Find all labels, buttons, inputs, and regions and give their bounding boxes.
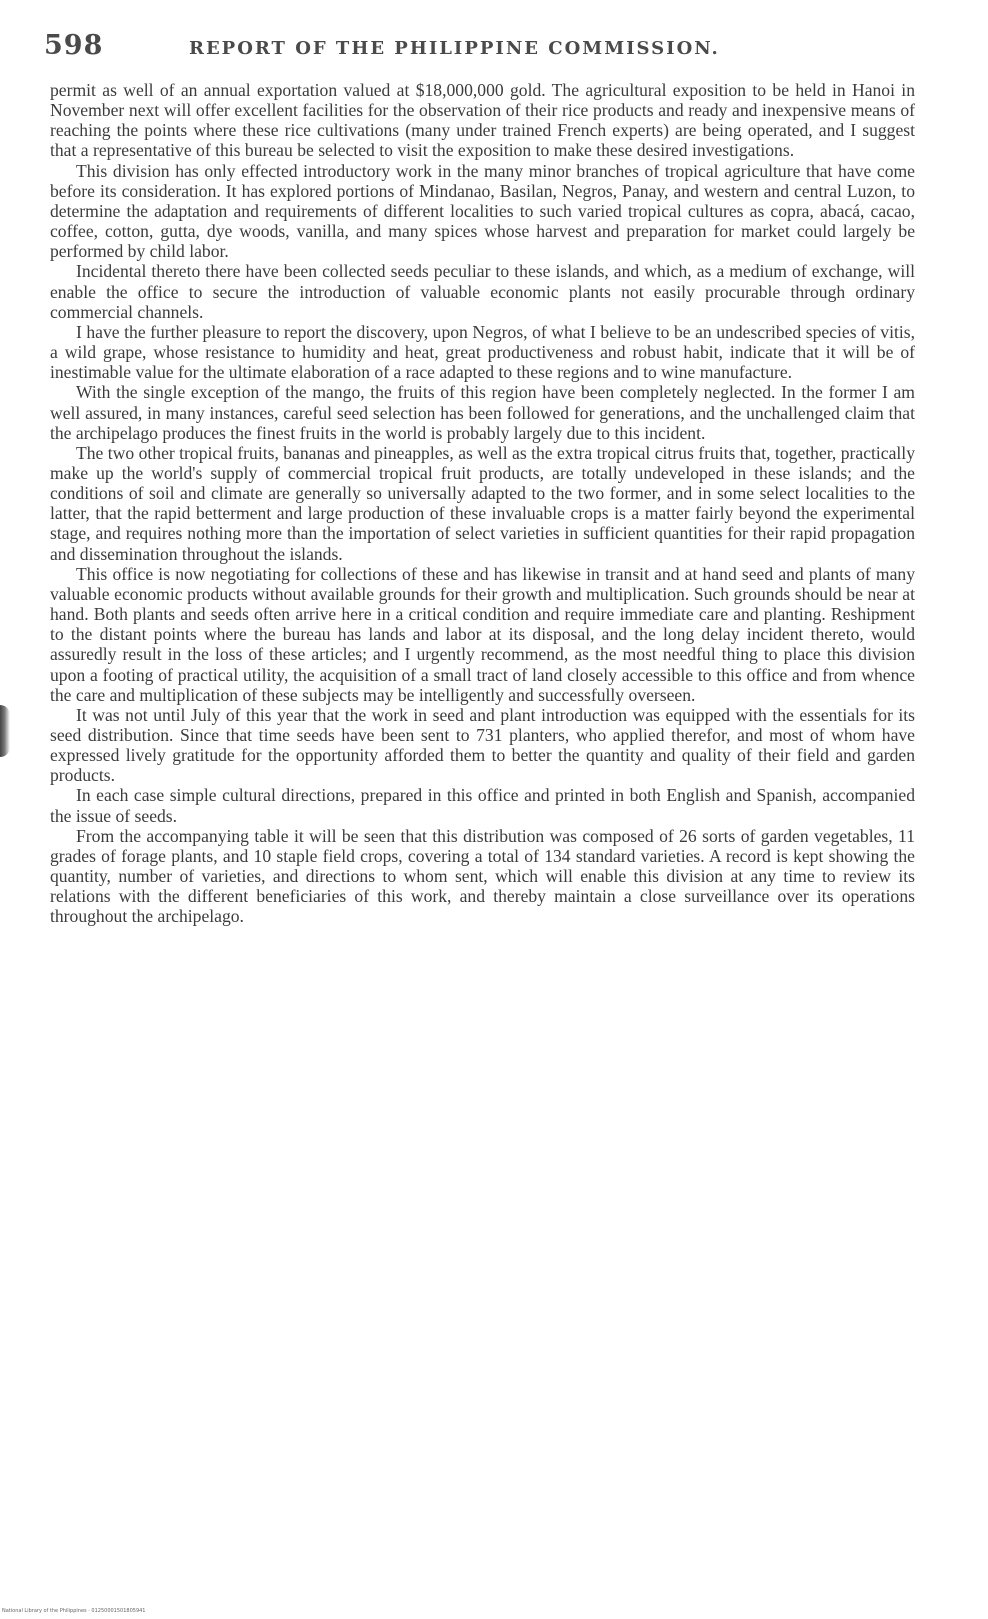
paragraph: With the single exception of the mango, the fruits of this region have been completely neglected. In the former I am well assured, in many instances, careful seed selection has been followed for generations, and the unchallenged claim that the archipelago produces the finest fruits in the world is probably largely due to this incident. [50,382,915,443]
running-title: REPORT OF THE PHILIPPINE COMMISSION. [189,38,720,59]
footer-credit: National Library of the Philippines · 01250001501805941 [2,1608,146,1614]
paragraph: This division has only effected introductory work in the many minor branches of tropical agriculture that have come before its consideration. It has explored portions of Mindanao, Basilan, Negros, Panay, and western and central Luzon, to determine the adaptation and requirements of different localities to such varied tropical cultures as copra, abacá, cacao, coffee, cotton, gutta, dye woods, vanilla, and many spices whose harvest and preparation for market could largely be performed by child labor. [50,160,915,262]
paragraph: Incidental thereto there have been collected seeds peculiar to these islands, and which, as a medium of exchange, will enable the office to secure the introduction of valuable economic plants not easily procurable through ordinary commercial channels. [50,261,915,322]
paragraph: The two other tropical fruits, bananas and pineapples, as well as the extra tropical citrus fruits that, together, practically make up the world's supply of commercial tropical fruit products, are totally undeveloped in these islands; and the conditions of soil and climate are generally so universally adapted to the two former, and in some select localities to the latter, that the rapid betterment and large production of these invaluable crops is a matter fairly beyond the experimental stage, and requires nothing more than the importation of select varieties in sufficient quantities for their rapid propagation and dissemination throughout the islands. [50,442,915,564]
paragraph: This office is now negotiating for collections of these and has likewise in transit and at hand seed and plants of many valuable economic products without available grounds for their growth and multiplication. Such grounds should be near at hand. Both plants and seeds often arrive here in a critical condition and require immediate care and planting. Reshipment to the distant points where the bureau has lands and labor at its disposal, and the long delay incident thereto, would assuredly result in the loss of these articles; and I urgently recommend, as the most needful thing to place this division upon a footing of practical utility, the acquisition of a small tract of land closely accessible to this office and from whence the care and multiplication of these subjects may be intelligently and successfully overseen. [50,563,915,705]
paragraph: permit as well of an annual exportation valued at $18,000,000 gold. The agricultural exposition to be held in Hanoi in November next will offer excellent facilities for the observation of their rice products and ready and inexpensive means of reaching the points where these rice cultivations (many under trained French experts) are being operated, and I suggest that a representative of this bureau be selected to visit the exposition to make these desired investigations. [50,80,915,161]
binding-shadow [0,705,10,757]
page-number: 598 [44,30,104,61]
body-text [50,80,915,927]
paragraph: I have the further pleasure to report the discovery, upon Negros, of what I believe to be an undescribed species of vitis, a wild grape, whose resistance to humidity and heat, great productiveness and robust habit, indicate that it will be of inestimable value for the ultimate elaboration of a race adapted to these regions and to wine manufacture. [50,321,915,383]
paragraph: In each case simple cultural directions, prepared in this office and printed in both English and Spanish, accompanied the issue of seeds. [50,785,915,826]
paragraph: From the accompanying table it will be seen that this distribution was composed of 26 sorts of garden vegetables, 11 grades of forage plants, and 10 staple field crops, covering a total of 134 standard varieties. A record is kept showing the quantity, number of varieties, and directions to whom sent, which will enable this division at any time to review its relations with the different beneficiaries of this work, and thereby maintain a close surveillance over its operations throughout the archipelago. [50,825,915,927]
paragraph: It was not until July of this year that the work in seed and plant introduction was equipped with the essentials for its seed distribution. Since that time seeds have been sent to 731 planters, who applied therefor, and most of whom have expressed lively gratitude for the opportunity afforded them to better the quantity and quality of their field and garden products. [50,704,915,786]
page-header [44,30,744,70]
